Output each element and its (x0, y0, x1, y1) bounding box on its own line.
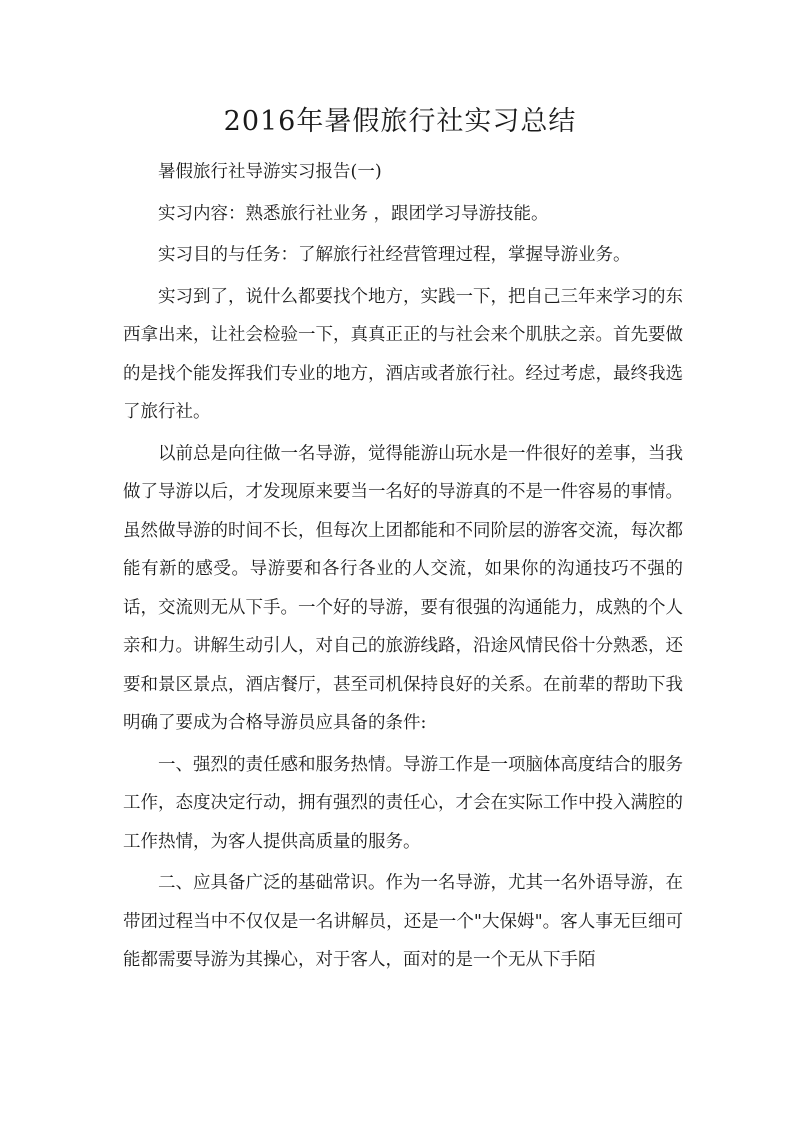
paragraph-report-heading: 暑假旅行社导游实习报告(一) (158, 162, 382, 182)
paragraph-point-two: 二、应具备广泛的基础常识。作为一名导游，尤其一名外语导游，在带团过程当中不仅仅是一名讲解员，还是一个"大保姆"。客人事无巨细可能都需要导游为其操心，对于客人，面对的是一个无从下手陌 (123, 873, 683, 970)
paragraph-internship-content: 实习内容：熟悉旅行社业务 ，跟团学习导游技能。 (158, 203, 549, 224)
paragraph-internship-goal: 实习目的与任务：了解旅行社经营管理过程，掌握导游业务。 (158, 245, 631, 265)
document-body (123, 153, 683, 980)
paragraph-point-one: 一、强烈的责任感和服务热情。导游工作是一项脑体高度结合的服务工作，态度决定行动，拥有强烈的责任心，才会在实际工作中投入满腔的工作热情，为客人提供高质量的服务。 (123, 754, 683, 852)
paragraph-intro: 实习到了，说什么都要找个地方，实践一下，把自己三年来学习的东西拿出来，让社会检验一下，真真正正的与社会来个肌肤之亲。首先要做的是找个能发挥我们专业的地方，酒店或者旅行社。经过考虑，最终我选了旅行社。 (123, 286, 683, 422)
paragraph-tour-guide-experience: 以前总是向往做一名导游，觉得能游山玩水是一件很好的差事，当我做了导游以后，才发现原来要当一名好的导游真的不是一件容易的事情。虽然做导游的时间不长，但每次上团都能和不同阶层的游客交流，每次都能有新的感受。导游要和各行各业的人交流，如果你的沟通技巧不强的话，交流则无从下手。一个好的导游，要有很强的沟通能力，成熟的个人亲和力。讲解生动引人，对自己的旅游线路，沿途风情民俗十分熟悉，还要和景区景点，酒店餐厅，甚至司机保持良好的关系。在前辈的帮助下我明确了要成为合格导游员应具备的条件: (123, 443, 683, 733)
document-title: 2016年暑假旅行社实习总结 (223, 106, 577, 137)
